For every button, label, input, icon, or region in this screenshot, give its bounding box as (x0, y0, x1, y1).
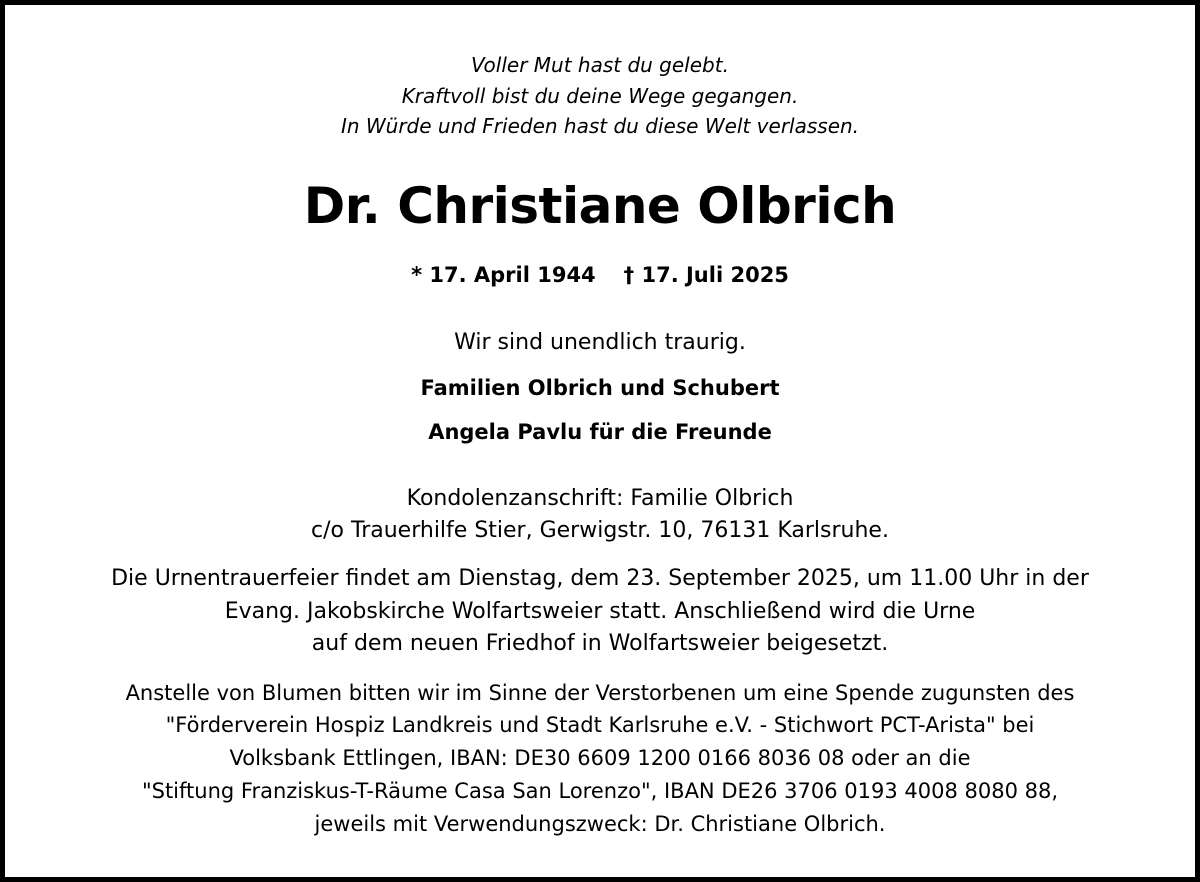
birth-date: * 17. April 1944 (411, 263, 596, 287)
condolence-address-line-2: c/o Trauerhilfe Stier, Gerwigstr. 10, 76131 Karlsruhe. (311, 518, 889, 543)
ceremony-line-2: Evang. Jakobskirche Wolfartsweier statt. Anschließend wird die Urne (224, 599, 976, 624)
donation-line-2: "Förderverein Hospiz Landkreis und Stadt Karlsruhe e.V. - Stichwort PCT-Arista" bei (165, 713, 1035, 737)
motto-line-1: Voller Mut hast du gelebt. (471, 53, 729, 77)
motto-line-2: Kraftvoll bist du deine Wege gegangen. (401, 84, 799, 108)
donation-line-1: Anstelle von Blumen bitten wir im Sinne der Verstorbenen um eine Spende zugunsten des (125, 681, 1075, 705)
mourners-line-2: Angela Pavlu für die Freunde (428, 420, 772, 444)
ceremony-line-3: auf dem neuen Friedhof in Wolfartsweier beigesetzt. (311, 631, 889, 656)
donation-line-4: "Stiftung Franziskus-T-Räume Casa San Lorenzo", IBAN DE26 3706 0193 4008 8080 88, (141, 779, 1059, 803)
deceased-name: Dr. Christiane Olbrich (303, 177, 897, 235)
donation-line-5: jeweils mit Verwendungszweck: Dr. Christiane Olbrich. (314, 812, 886, 836)
motto-line-3: In Würde und Frieden hast du diese Welt verlassen. (340, 114, 860, 138)
death-date: † 17. Juli 2025 (623, 263, 789, 287)
mourners-line-1: Familien Olbrich und Schubert (420, 376, 780, 400)
ceremony-line-1: Die Urnentrauerfeier findet am Dienstag, dem 23. September 2025, um 11.00 Uhr in der (111, 566, 1089, 591)
grief-line: Wir sind unendlich traurig. (454, 330, 746, 355)
condolence-address-line-1: Kondolenzanschrift: Familie Olbrich (406, 486, 794, 511)
donation-line-3: Volksbank Ettlingen, IBAN: DE30 6609 1200 0166 8036 08 oder an die (229, 746, 971, 770)
life-dates (5, 263, 1195, 287)
